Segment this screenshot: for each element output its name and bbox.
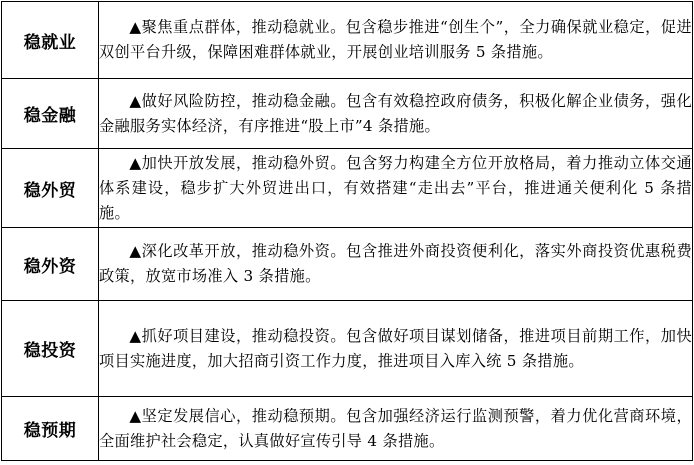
category-cell: 稳金融	[2, 79, 99, 149]
description-cell: ▲坚定发展信心，推动稳预期。包含加强经济运行监测预警，着力优化营商环境，全面维护社会稳定，认真做好宣传引导 4 条措施。	[99, 397, 693, 461]
table-row	[2, 2, 693, 79]
description-cell: ▲做好风险防控，推动稳金融。包含有效稳控政府债务，积极化解企业债务，强化金融服务实体经济，有序推进“股上市”4 条措施。	[99, 79, 693, 149]
description-cell: ▲聚焦重点群体，推动稳就业。包含稳步推进“创生个”，全力确保就业稳定，促进双创平台升级，保障困难群体就业，开展创业培训服务 5 条措施。	[99, 2, 693, 79]
table-row	[2, 149, 693, 228]
category-cell: 稳外资	[2, 228, 99, 301]
description-cell: ▲深化改革开放，推动稳外资。包含推进外商投资便利化，落实外商投资优惠税费政策，放宽市场准入 3 条措施。	[99, 228, 693, 301]
table-row	[2, 228, 693, 301]
table-row	[2, 397, 693, 461]
category-cell: 稳就业	[2, 2, 99, 79]
category-cell: 稳预期	[2, 397, 99, 461]
policy-table	[1, 1, 693, 461]
category-cell: 稳投资	[2, 301, 99, 397]
description-cell: ▲抓好项目建设，推动稳投资。包含做好项目谋划储备，推进项目前期工作，加快项目实施进度，加大招商引资工作力度，推进项目入库入统 5 条措施。	[99, 301, 693, 397]
table-row	[2, 79, 693, 149]
table-row	[2, 301, 693, 397]
description-cell: ▲加快开放发展，推动稳外贸。包含努力构建全方位开放格局，着力推动立体交通体系建设，稳步扩大外贸进出口，有效搭建“走出去”平台，推进通关便利化 5 条措施。	[99, 149, 693, 228]
category-cell: 稳外贸	[2, 149, 99, 228]
